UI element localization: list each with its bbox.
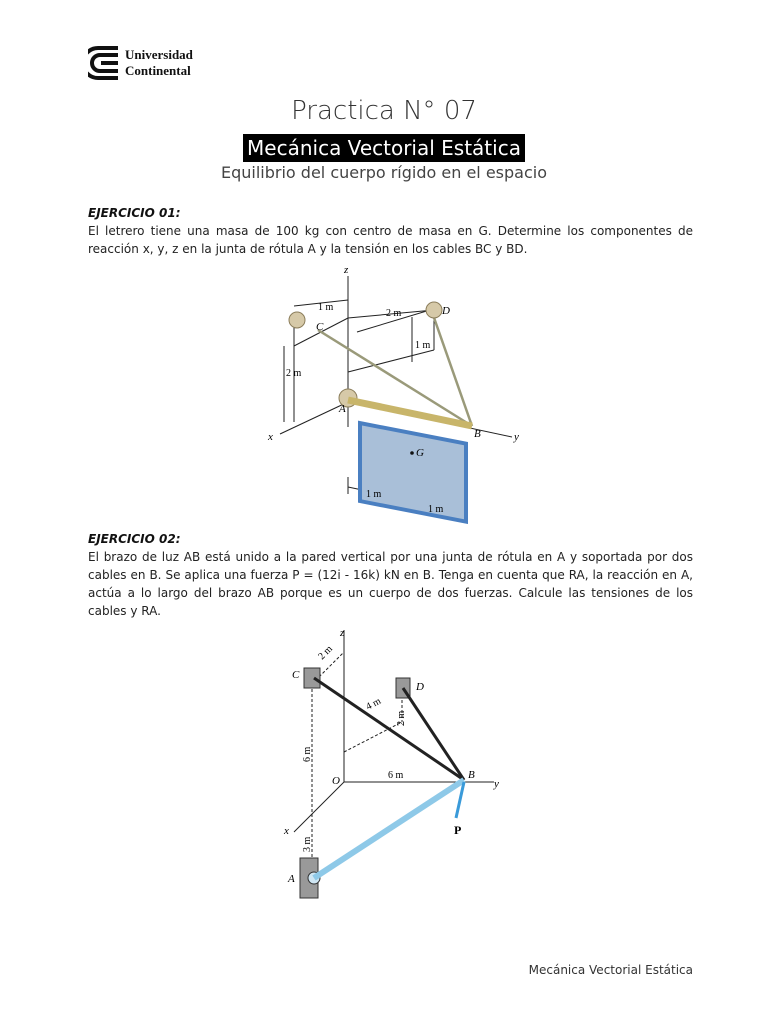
exercise-2-figure [276,622,516,904]
exercise-1-text: El letrero tiene una masa de 100 kg con centro de masa en G. Determine los componentes de reacción x, y, z en la junta de rótula A y la tensión en los cables BC y BD. [88,224,693,256]
label-y: y [494,778,499,790]
course-subtitle: Mecánica Vectorial Estática [243,134,525,162]
exercise-1-heading: EJERCICIO 01: [88,206,181,220]
dim-1m-vertical: 1 m [415,340,431,351]
boom-ab [314,780,464,878]
logo-line-1: Universidad [125,47,193,62]
subtitle-wrap [0,134,768,162]
label-b: B [474,428,481,440]
page-title: Practica N° 07 [291,96,477,126]
university-logo-icon [88,44,122,82]
logo-text [125,47,193,79]
support-d [426,302,442,318]
dim-4m: 4 m [364,695,383,713]
label-d: D [442,305,450,317]
label-x: x [284,825,289,837]
plate-c [304,668,320,688]
label-z: z [340,627,345,639]
dim-2m-left: 2 m [286,368,302,379]
label-p: P [454,823,462,837]
exercise-2-text: El brazo de luz AB está unido a la pared vertical por una junta de rótula en A y soportada por dos cables en B. Se aplica una fuerza P = (12i - 16k) kN en B. Tenga en cuenta que RA, la reacción en A, actúa a lo largo del brazo AB porque es un cuerpo de dos fuerzas. Calcule las tensiones de los cables y RA. [88,550,693,618]
label-z: z [344,264,349,276]
dim-1m-bottom-left: 1 m [366,489,382,500]
x-axis [280,402,348,434]
center-mass-point [410,451,414,455]
topic-heading: Equilibrio del cuerpo rígido en el espacio [221,163,547,182]
support-c [289,312,305,328]
label-b: B [468,769,475,781]
label-a: A [339,403,346,415]
label-x: x [268,431,273,443]
dim-6m-vertical: 6 m [302,746,313,762]
cable-bc [314,678,464,780]
guide-line [344,722,402,752]
dim-2m-vertical: 2 m [396,710,407,726]
exercise-1-figure [262,262,532,524]
guide-line [348,350,434,372]
dim-2m-top: 2 m [316,643,335,663]
label-a: A [288,873,295,885]
dim-1m-bottom-right: 1 m [428,504,444,515]
label-c: C [292,669,300,681]
university-logo [88,44,228,84]
label-d: D [416,681,424,693]
cable-bd [403,688,464,780]
dim-6m-horizontal: 6 m [388,770,404,781]
label-y: y [514,431,519,443]
cable-bd [432,312,472,426]
x-axis [294,782,344,832]
label-o: O [332,775,340,787]
exercise-2-heading: EJERCICIO 02: [88,532,181,546]
label-g: G [416,447,424,459]
dim-3m: 3 m [302,836,313,852]
sign-board [360,423,466,522]
label-c: C [316,321,324,333]
dim-1m-top: 1 m [318,302,334,313]
page-footer: Mecánica Vectorial Estática [528,963,693,977]
logo-line-2: Continental [125,63,191,78]
dim-2m-top: 2 m [386,308,402,319]
